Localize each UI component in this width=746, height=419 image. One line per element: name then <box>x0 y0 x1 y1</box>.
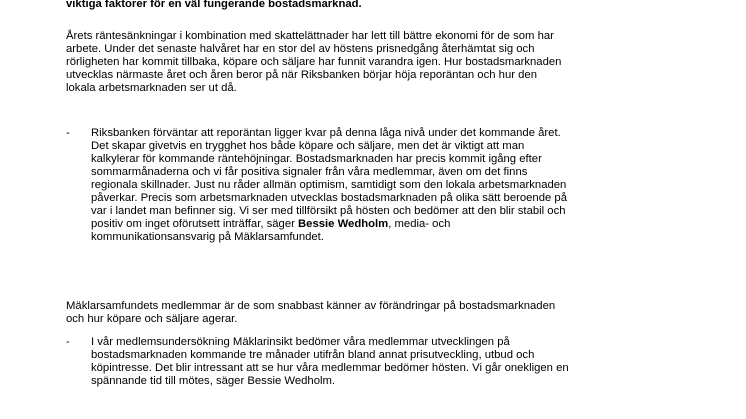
quote-line: Riksbanken förväntar att reporäntan ligger kvar på denna låga nivå under det kommande året. <box>91 127 561 139</box>
intro-paragraph <box>66 30 561 95</box>
speaker-name: Bessie Wedholm <box>298 218 389 230</box>
paragraph-line: Mäklarsamfundets medlemmar är de som snabbast känner av förändringar på bostadsmarknaden <box>66 300 556 312</box>
members-paragraph <box>66 300 555 326</box>
quote-line-attribution <box>91 218 567 231</box>
list-item <box>66 336 569 388</box>
quote-text: positiv om inget oförutsett inträffar, säger <box>91 218 299 230</box>
quote-line: Det skapar givetvis en trygghet hos både köpare och säljare, men det är viktigt att man <box>91 140 525 152</box>
dash-bullet: - <box>66 127 70 139</box>
quote-line: var i landet man befinner sig. Vi ser med tillförsikt på hösten och bedömer att den blir stabil och <box>91 205 566 217</box>
quote-line: påverkar. Precis som arbetsmarknaden utvecklas bostadsmarknaden på olika sätt beroende på <box>91 192 567 204</box>
paragraph-line: rörligheten har kommit tillbaka, köpare och säljare har funnit varandra igen. Hur bostadsmarknaden <box>66 56 562 68</box>
quote-line: köpintresse. Det blir intressant att se hur våra medlemmar bedömer hösten. Vi går onekligen en <box>91 362 569 374</box>
quote-list-2 <box>66 336 569 388</box>
quote-line: bostadsmarknaden kommande tre månader utifrån bland annat prisutveckling, utbud och <box>91 349 535 361</box>
list-item <box>66 127 567 244</box>
quote-list <box>66 127 567 244</box>
quote-line: spännande tid till mötes, säger Bessie Wedholm. <box>91 375 336 387</box>
quote-line: regionala skillnader. Just nu råder allmän optimism, samtidigt som den lokala arbetsmarknaden <box>91 179 567 191</box>
quote-line: kommunikationsansvarig på Mäklarsamfundet. <box>91 231 324 243</box>
paragraph-line: lokala arbetsmarknaden ser ut då. <box>66 82 237 94</box>
quote-text: , media- och <box>388 218 451 230</box>
quote-line: sommarmånaderna och vi får positiva signaler från våra medlemmar, även om det finns <box>91 166 528 178</box>
quote-line: I vår medlemsundersökning Mäklarinsikt bedömer våra medlemmar utvecklingen på <box>91 336 510 348</box>
paragraph-line: Årets räntesänkningar i kombination med skattelättnader har lett till bättre ekonomi för de som har <box>66 30 554 42</box>
paragraph-line: och hur köpare och säljare agerar. <box>66 313 238 325</box>
paragraph-line: utvecklas närmaste året och åren beror på när Riksbanken börjar höja reporäntan och hur den <box>66 69 537 81</box>
quote-line: kalkylerar för kommande räntehöjningar. Bostadsmarknaden har precis kommit igång efter <box>91 153 542 165</box>
dash-bullet: - <box>66 336 70 348</box>
paragraph-line: arbete. Under det senaste halvåret har en stor del av höstens prisnedgång återhämtat sig och <box>66 43 535 55</box>
heading-text: viktiga faktorer för en väl fungerande bostadsmarknad. <box>66 0 362 10</box>
